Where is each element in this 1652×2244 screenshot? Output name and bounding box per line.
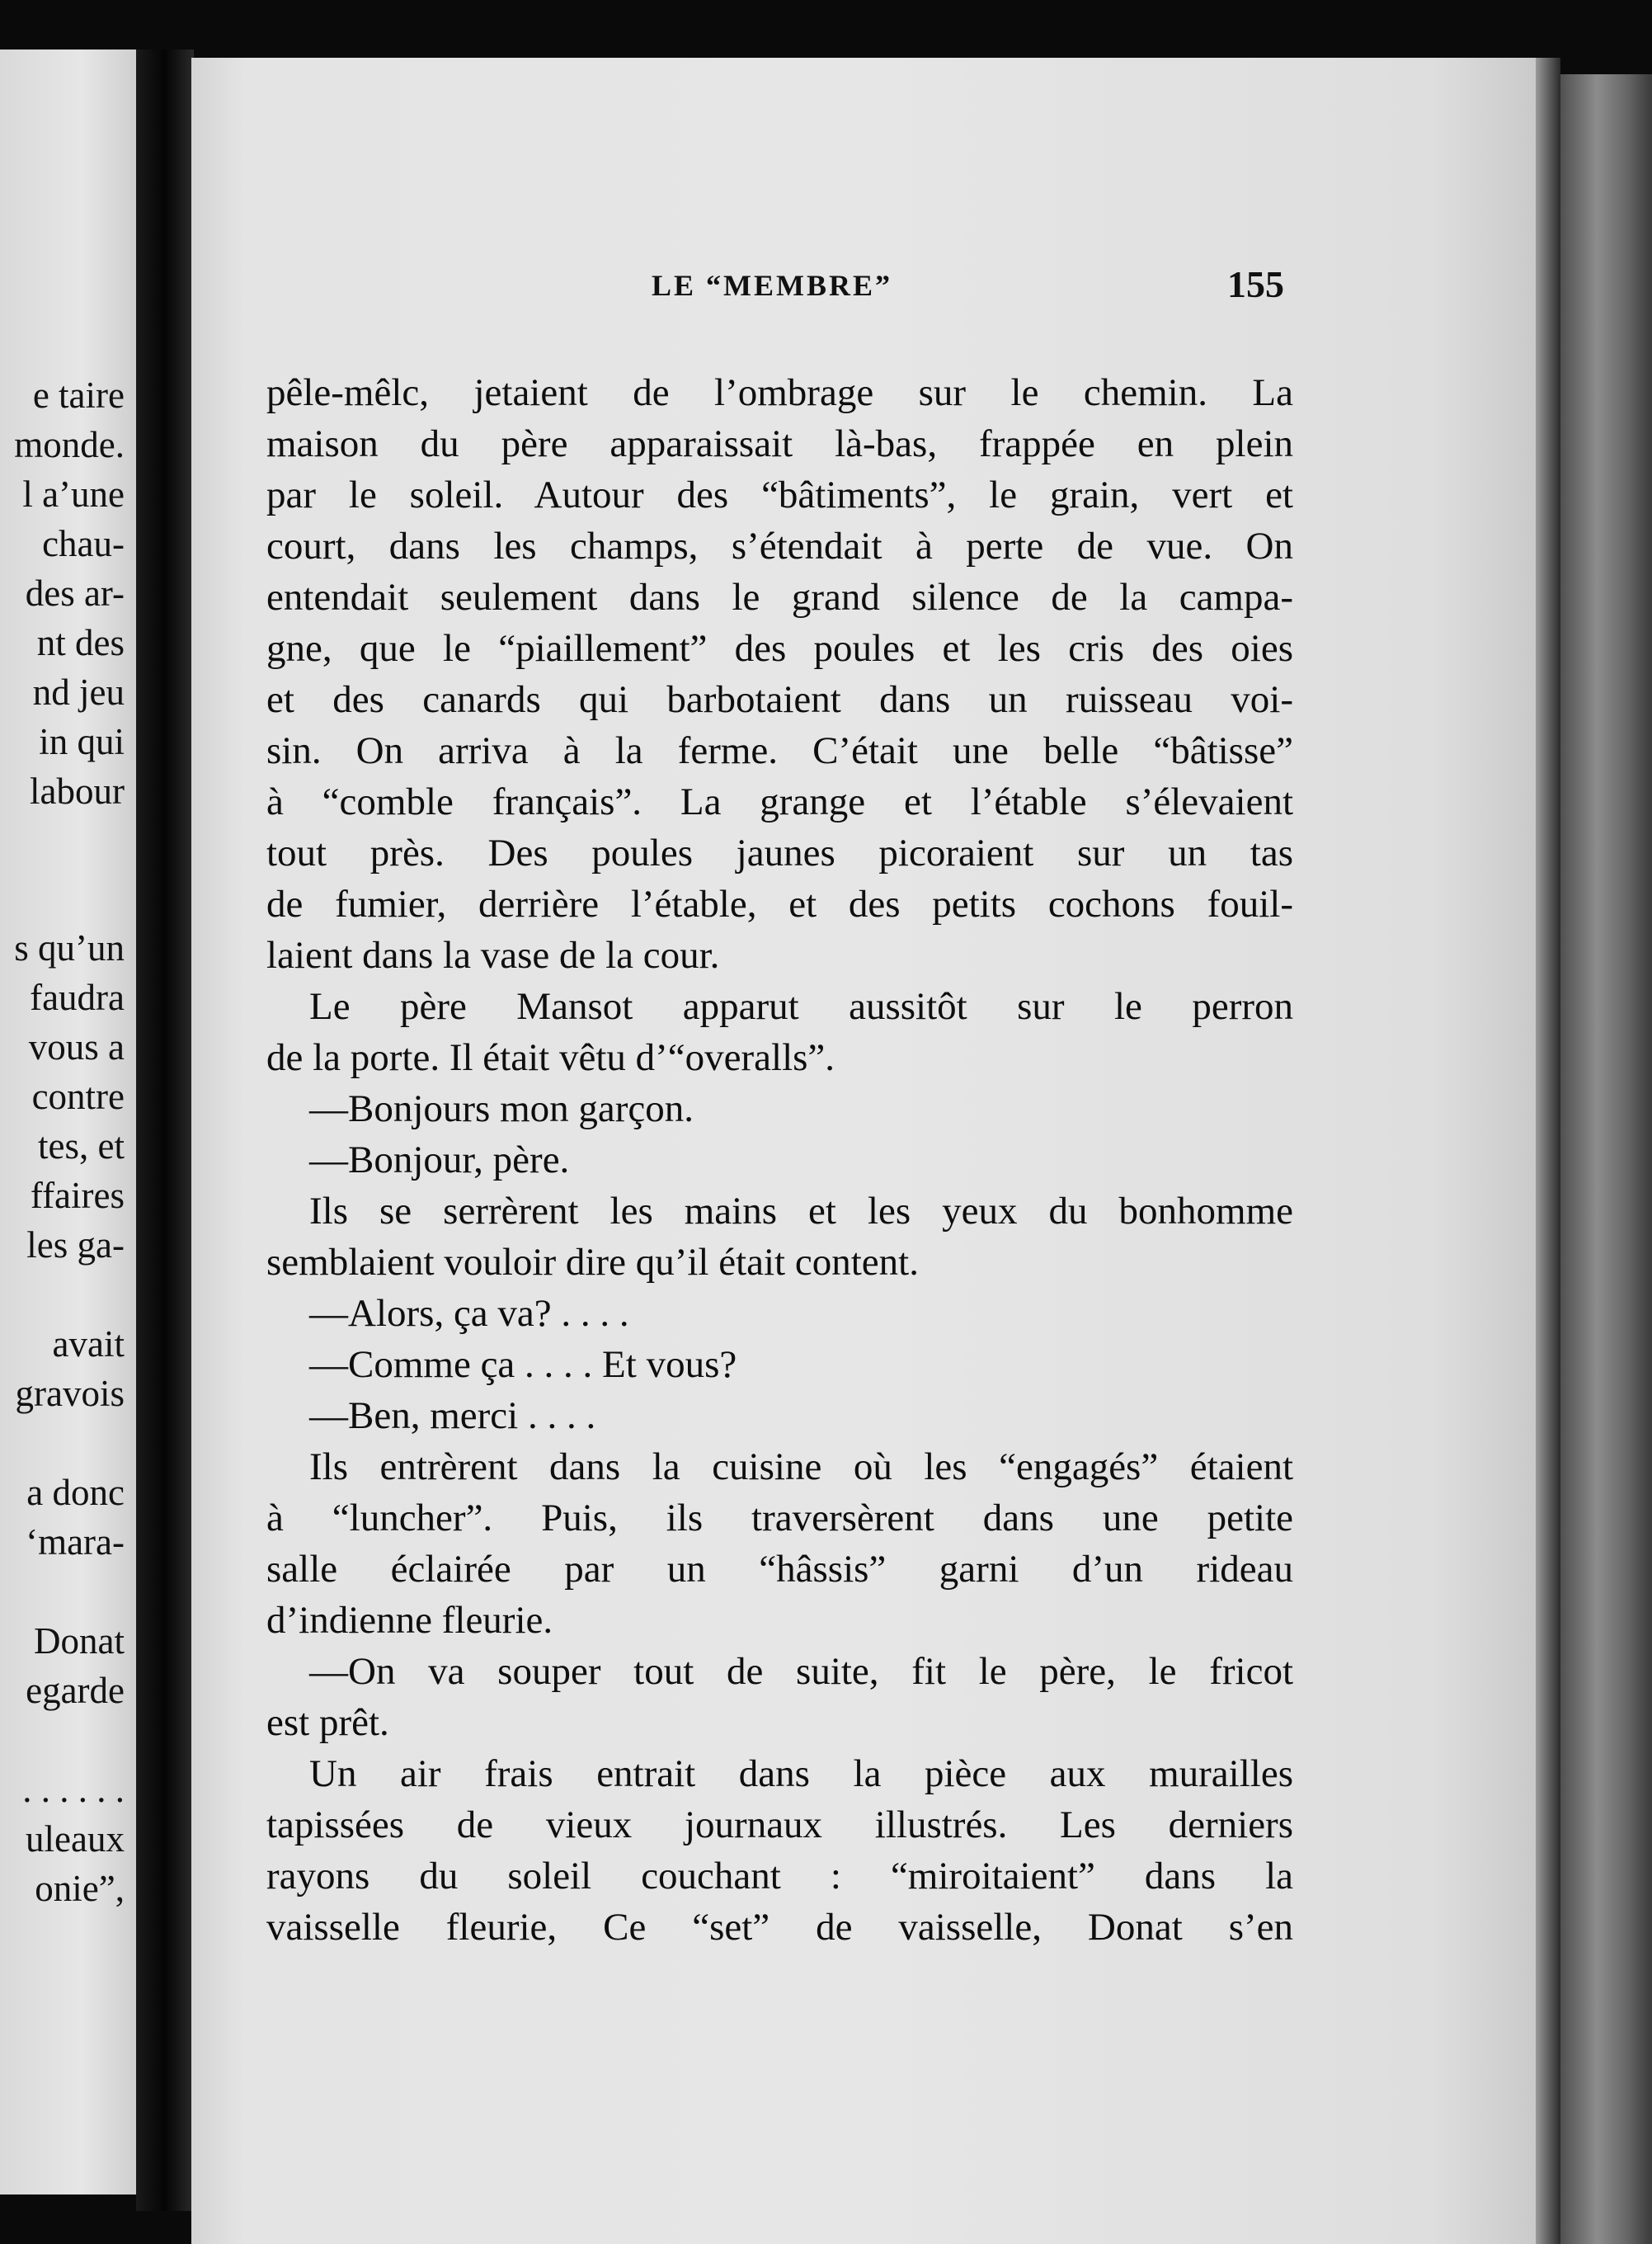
left-page-line: a donc [26,1472,125,1513]
text-line: —Comme ça . . . . Et vous? [309,1343,737,1386]
text-line: maison du père apparaissait là-bas, frappée en plein [266,422,1293,465]
left-page-line: e taire [32,375,125,416]
left-page-line: ffaires [30,1175,125,1216]
text-line: pêle-mêlc, jetaient de l’ombrage sur le chemin. La [266,371,1293,414]
left-page-line: chau- [42,523,125,564]
text-line: par le soleil. Autour des “bâtiments”, le grain, vert et [266,474,1293,516]
left-page-line: les ga- [26,1224,125,1266]
text-line: est prêt. [266,1701,389,1744]
text-line: à “luncher”. Puis, ils traversèrent dans une petite [266,1497,1293,1539]
left-page-line: uleaux [26,1818,125,1860]
left-page-line: onie”, [35,1868,125,1909]
left-page-line: . . . . . . [22,1769,125,1810]
left-page-line: nd jeu [32,672,125,713]
text-line: gne, que le “piaillement” des poules et les cris des oies [266,627,1293,670]
text-line: et des canards qui barbotaient dans un ruisseau voi- [266,678,1293,721]
left-page-line: gravois [15,1373,125,1414]
text-line: —On va souper tout de suite, fit le père, le fricot [309,1650,1293,1693]
left-page-line: contre [31,1076,125,1117]
text-line: Ils se serrèrent les mains et les yeux du bonhomme [309,1190,1293,1233]
left-page-line: labour [30,771,125,812]
left-page-fragment [0,50,136,2194]
book-gutter [136,50,194,2211]
text-line: Un air frais entrait dans la pièce aux murailles [309,1752,1293,1795]
text-line: vaisselle fleurie, Ce “set” de vaisselle, Donat s’en [266,1906,1293,1949]
left-page-line: s qu’un [14,927,125,969]
text-line: laient dans la vase de la cour. [266,934,720,977]
left-page-line: Donat [34,1620,125,1662]
left-page-line: avait [52,1323,125,1365]
text-line: sin. On arriva à la ferme. C’était une belle “bâtisse” [266,729,1293,772]
page-number: 155 [1227,263,1284,305]
text-line: —Bonjours mon garçon. [309,1087,694,1130]
text-line: —Bonjour, père. [309,1138,570,1181]
left-page-line: tes, et [38,1125,125,1167]
text-line: rayons du soleil couchant : “miroitaient” dans la [266,1855,1293,1898]
text-line: semblaient vouloir dire qu’il était content. [266,1241,919,1284]
left-page-line: nt des [36,622,125,663]
left-page-line: des ar- [25,573,125,614]
text-line: de fumier, derrière l’étable, et des petits cochons fouil- [266,883,1293,926]
left-page-line: ‘mara- [26,1521,125,1563]
text-line: tout près. Des poules jaunes picoraient sur un tas [266,832,1293,874]
running-title: LE “MEMBRE” [652,269,893,302]
text-line: entendait seulement dans le grand silence de la campa- [266,576,1293,619]
left-page-line: vous a [28,1026,125,1068]
left-page-line: in qui [39,721,125,762]
text-line: court, dans les champs, s’étendait à perte de vue. On [266,525,1293,568]
text-line: d’indienne fleurie. [266,1599,553,1642]
text-line: —Ben, merci . . . . [309,1394,596,1437]
page-edge [1536,58,1560,2244]
left-page-line: faudra [30,977,125,1018]
text-line: salle éclairée par un “hâssis” garni d’un rideau [266,1548,1293,1591]
text-line: Ils entrèrent dans la cuisine où les “engagés” étaient [309,1445,1293,1488]
left-page-line: l a’une [22,474,125,515]
text-line: de la porte. Il était vêtu d’“overalls”. [266,1036,835,1079]
text-line: —Alors, ça va? . . . . [309,1292,629,1335]
left-page-line: monde. [14,424,125,465]
left-page-line: egarde [26,1670,125,1711]
text-line: Le père Mansot apparut aussitôt sur le perron [309,985,1293,1028]
text-line: à “comble français”. La grange et l’étable s’élevaient [266,780,1293,823]
text-line: tapissées de vieux journaux illustrés. Les derniers [266,1803,1293,1846]
book-block-edge [1560,74,1652,2244]
